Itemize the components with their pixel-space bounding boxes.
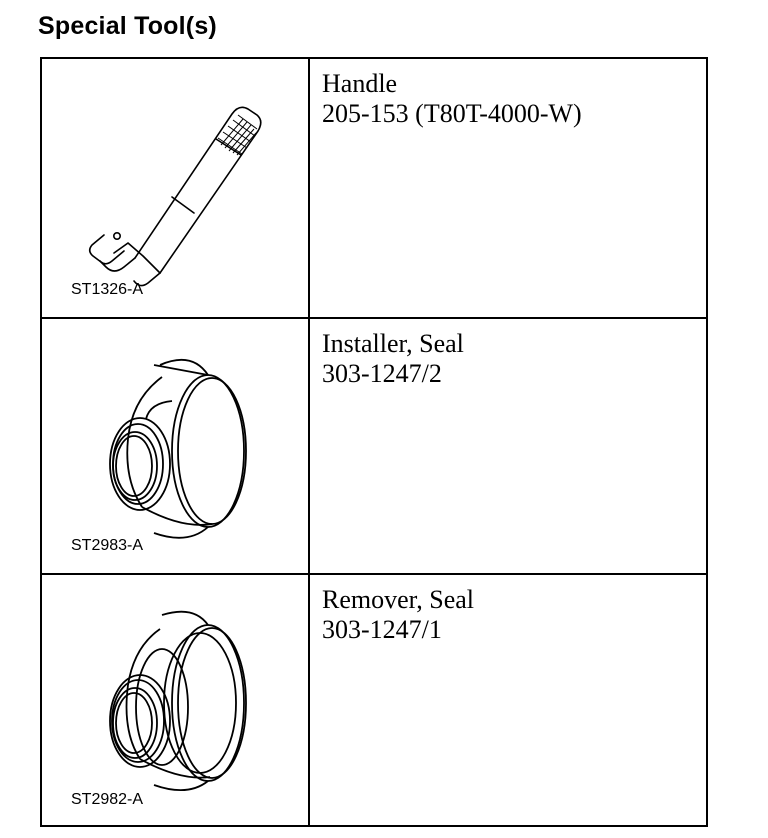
tool-illustration-cell (42, 59, 310, 317)
seal-remover-icon (42, 575, 308, 827)
tool-row-seal-installer (42, 317, 706, 573)
page-title: Special Tool(s) (38, 12, 217, 40)
tool-code: ST2982-A (71, 791, 144, 808)
tool-description-cell (310, 59, 706, 317)
seal-installer-icon (42, 319, 308, 573)
tool-row-seal-remover (42, 573, 706, 827)
tool-row-handle (42, 59, 706, 317)
tool-illustration-cell (42, 575, 310, 827)
tool-code: ST2983-A (71, 537, 144, 554)
handle-tool-icon (42, 59, 308, 315)
tool-description-cell (310, 575, 706, 827)
tool-number: 205-153 (T80T-4000-W) (322, 99, 582, 128)
tool-code: ST1326-A (71, 281, 144, 298)
tool-number: 303-1247/1 (322, 615, 442, 644)
tool-illustration-cell (42, 319, 310, 573)
tool-name: Installer, Seal (322, 329, 464, 358)
tool-number: 303-1247/2 (322, 359, 442, 388)
special-tools-table (40, 57, 708, 827)
tool-description-cell (310, 319, 706, 573)
tool-name: Handle (322, 69, 398, 98)
tool-name: Remover, Seal (322, 585, 475, 614)
